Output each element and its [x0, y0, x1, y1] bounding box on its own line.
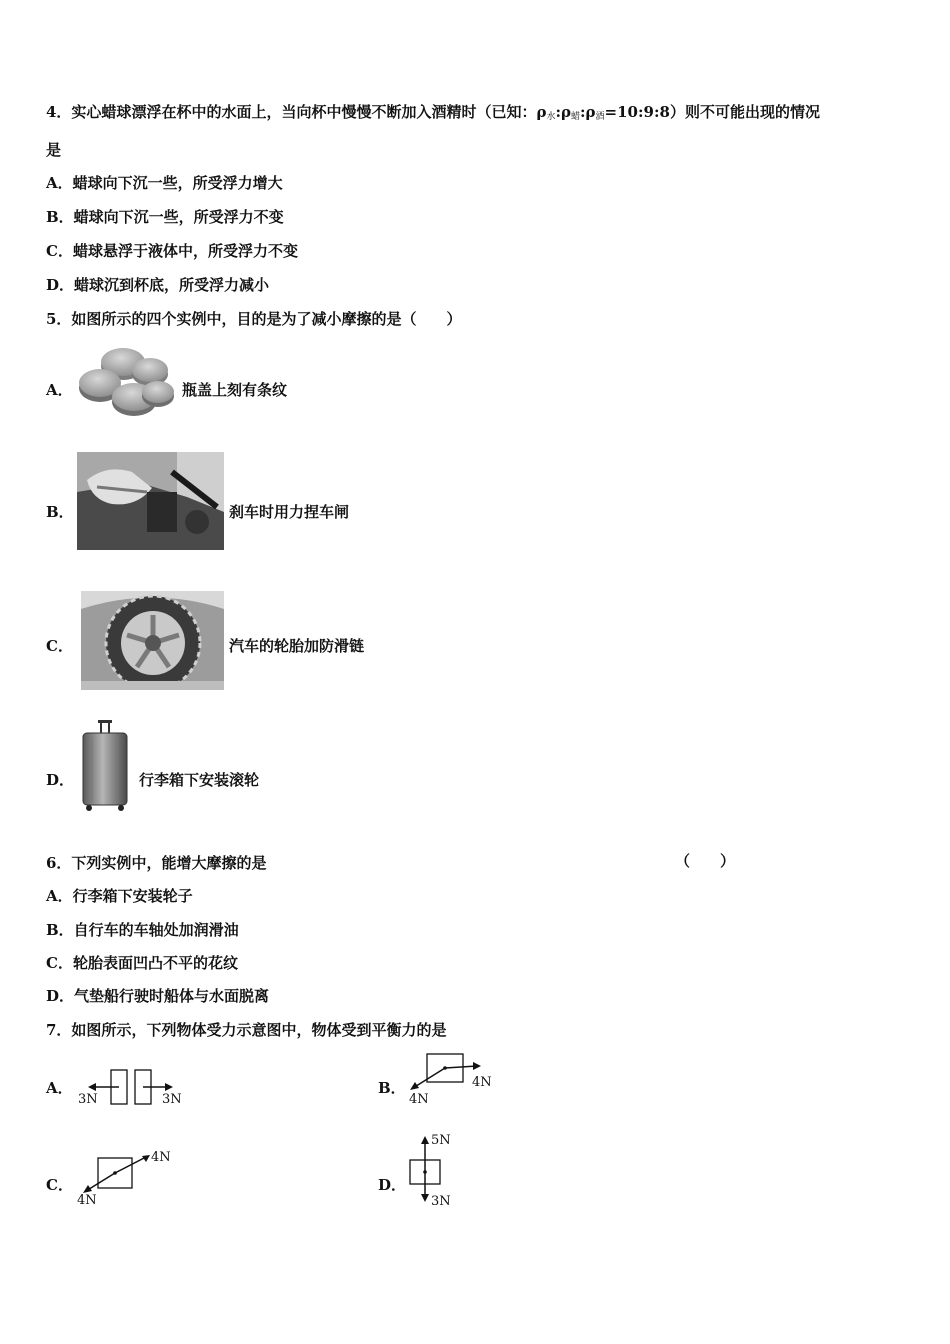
- q6-option-a: A．行李箱下安装轮子: [46, 887, 193, 905]
- q5-option-d-label: D．: [46, 771, 75, 789]
- rho-wax-sub: 蜡: [570, 112, 580, 122]
- bottle-caps-image: [78, 344, 176, 422]
- rho-symbol: ρ: [536, 103, 547, 121]
- rho-alcohol-sub: 酒: [595, 112, 605, 122]
- rho-symbol: ρ: [585, 103, 596, 121]
- force-diagram-c: [78, 1148, 158, 1198]
- rho-water-sub: 水: [546, 112, 556, 122]
- ratio-sep: :: [580, 103, 586, 121]
- q5-option-a-text: 瓶盖上刻有条纹: [182, 381, 288, 399]
- rho-symbol: ρ: [561, 103, 571, 121]
- force-label-c2: 4N: [77, 1193, 97, 1208]
- q4-option-a: A．蜡球向下沉一些，所受浮力增大: [46, 174, 283, 192]
- q5-option-b-label: B．: [46, 503, 74, 521]
- q6-option-d: D．气垫船行驶时船体与水面脱离: [46, 987, 270, 1005]
- q7-option-b-label: B．: [378, 1079, 406, 1097]
- q7-stem: 7．如图所示，下列物体受力示意图中，物体受到平衡力的是: [46, 1021, 447, 1039]
- q4-ratio-text: =10:9:8）则不可能出现的情况: [604, 103, 820, 121]
- q5-option-a-label: A．: [46, 381, 73, 399]
- q5-option-c-label: C．: [46, 637, 73, 655]
- force-label-d2: 3N: [431, 1194, 451, 1209]
- q5-option-d-text: 行李箱下安装滚轮: [139, 771, 260, 789]
- force-label-a2: 3N: [162, 1092, 182, 1107]
- q4-option-b: B．蜡球向下沉一些，所受浮力不变: [46, 208, 284, 226]
- q6-answer-paren: （ ）: [675, 852, 736, 870]
- q4-stem-text: 4．实心蜡球漂浮在杯中的水面上，当向杯中慢慢不断加入酒精时（已知：: [46, 103, 537, 121]
- q6-stem: 6．下列实例中，能增大摩擦的是: [46, 854, 267, 872]
- bike-brake-image: [77, 452, 224, 550]
- q7-option-c-label: C．: [46, 1176, 73, 1194]
- q7-option-d-label: D．: [378, 1176, 407, 1194]
- force-label-c1: 4N: [151, 1150, 171, 1165]
- force-label-b1: 4N: [472, 1075, 492, 1090]
- ratio-sep: :: [555, 103, 561, 121]
- q4-stem-line1: [46, 102, 820, 127]
- q6-option-c: C．轮胎表面凹凸不平的花纹: [46, 954, 238, 972]
- q5-stem: 5．如图所示的四个实例中，目的是为了减小摩擦的是（ ）: [46, 310, 462, 328]
- q4-stem-line2: 是: [46, 141, 62, 159]
- force-label-b2: 4N: [409, 1092, 429, 1107]
- q6-option-b: B．自行车的车轴处加润滑油: [46, 921, 239, 939]
- q5-option-c-text: 汽车的轮胎加防滑链: [229, 637, 365, 655]
- q4-option-d: D．蜡球沉到杯底，所受浮力减小: [46, 276, 270, 294]
- force-label-a1: 3N: [78, 1092, 98, 1107]
- force-label-d1: 5N: [431, 1133, 451, 1148]
- q5-option-b-text: 刹车时用力捏车闸: [229, 503, 350, 521]
- q7-option-a-label: A．: [46, 1079, 73, 1097]
- q4-option-c: C．蜡球悬浮于液体中，所受浮力不变: [46, 242, 298, 260]
- tire-chain-image: [81, 591, 224, 690]
- luggage-image: [78, 720, 132, 812]
